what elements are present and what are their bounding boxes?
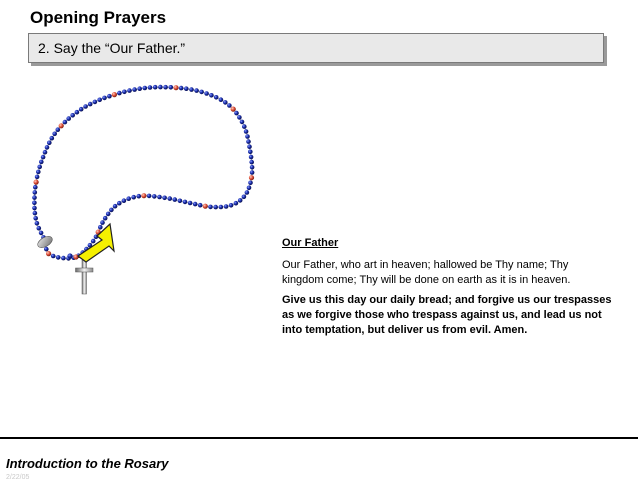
hail-mary-bead (247, 186, 252, 191)
hail-mary-bead (109, 208, 114, 213)
hail-mary-bead (173, 197, 178, 202)
our-father-bead (249, 175, 254, 180)
yellow-pointer-arrow-icon (78, 224, 114, 262)
hail-mary-bead (33, 185, 38, 190)
hail-mary-bead (93, 100, 98, 105)
our-father-bead (112, 92, 117, 97)
hail-mary-bead (250, 165, 255, 170)
hail-mary-bead (70, 113, 75, 118)
hail-mary-bead (32, 201, 37, 206)
hail-mary-bead (66, 116, 71, 121)
prayer-paragraph-2: Give us this day our daily bread; and forgive us our trespasses as we forgive those who trespass against us, and lead us not into temptation, but deliver us from evil. Amen. (282, 294, 612, 336)
hail-mary-bead (209, 93, 214, 98)
hail-mary-bead (244, 129, 249, 134)
hail-mary-bead (153, 85, 158, 90)
crucifix-icon (76, 260, 94, 294)
hail-mary-bead (56, 127, 61, 132)
hail-mary-bead (249, 160, 254, 165)
hail-mary-bead (213, 205, 218, 210)
hail-mary-bead (246, 139, 251, 144)
hail-mary-bead (204, 91, 209, 96)
hail-mary-bead (188, 201, 193, 206)
hail-mary-bead (199, 90, 204, 95)
rosary-illustration (0, 70, 300, 310)
prayer-text-block (282, 236, 612, 338)
hail-mary-bead (242, 195, 247, 200)
hail-mary-bead (234, 201, 239, 206)
hail-mary-bead (179, 86, 184, 91)
footer-divider (0, 437, 638, 439)
hail-mary-bead (102, 96, 107, 101)
hail-mary-bead (33, 216, 38, 221)
hail-mary-bead (245, 190, 250, 195)
hail-mary-bead (219, 205, 224, 210)
hail-mary-bead (224, 204, 229, 209)
hail-mary-bead (194, 88, 199, 93)
hail-mary-bead (33, 211, 38, 216)
highlighted-our-father-bead (73, 254, 78, 259)
hail-mary-bead (189, 87, 194, 92)
hail-mary-bead (219, 97, 224, 102)
hail-mary-bead (88, 102, 93, 107)
hail-mary-bead (249, 155, 254, 160)
our-father-bead (173, 85, 178, 90)
hail-mary-bead (97, 98, 102, 103)
hail-mary-bead (184, 86, 189, 91)
hail-mary-bead (47, 141, 52, 146)
hail-mary-bead (126, 196, 131, 201)
hail-mary-bead (52, 132, 57, 137)
hail-mary-bead (50, 136, 55, 141)
hail-mary-bead (83, 104, 88, 109)
hail-mary-bead (247, 144, 252, 149)
hail-mary-bead (238, 198, 243, 203)
hail-mary-bead (117, 91, 122, 96)
pendant-bead (67, 253, 72, 258)
hail-mary-bead (137, 194, 142, 199)
hail-mary-bead (35, 175, 40, 180)
hail-mary-bead (45, 145, 50, 150)
rosary-beads (32, 85, 254, 261)
hail-mary-bead (56, 255, 61, 260)
hail-mary-bead (122, 198, 127, 203)
hail-mary-bead (107, 94, 112, 99)
hail-mary-bead (193, 202, 198, 207)
hail-mary-bead (106, 212, 111, 217)
hail-mary-bead (162, 196, 167, 201)
hail-mary-bead (143, 86, 148, 91)
prayer-heading: Our Father (282, 237, 339, 249)
hail-mary-bead (98, 225, 103, 230)
hail-mary-bead (117, 201, 122, 206)
hail-mary-bead (248, 150, 253, 155)
hail-mary-bead (32, 206, 37, 211)
our-father-bead (34, 180, 39, 185)
hail-mary-bead (75, 110, 80, 115)
prayer-paragraph-1: Our Father, who art in heaven; hallowed be Thy name; Thy kingdom come; Thy will be done on earth as it is in heaven. (282, 259, 571, 286)
page-title: Opening Prayers (30, 8, 167, 27)
hail-mary-bead (131, 195, 136, 200)
our-father-bead (203, 204, 208, 209)
hail-mary-bead (37, 226, 42, 231)
our-father-bead (46, 251, 51, 256)
hail-mary-bead (198, 203, 203, 208)
hail-mary-bead (44, 247, 49, 252)
hail-mary-bead (127, 88, 132, 93)
step-instruction-text: 2. Say the “Our Father.” (38, 40, 186, 56)
hail-mary-bead (168, 196, 173, 201)
hail-mary-bead (41, 155, 46, 160)
hail-mary-bead (163, 85, 168, 90)
hail-mary-bead (100, 220, 105, 225)
hail-mary-bead (240, 120, 245, 125)
hail-mary-bead (122, 90, 127, 95)
footer-date: 2/22/05 (6, 474, 30, 481)
hail-mary-bead (37, 165, 42, 170)
our-father-bead (59, 123, 64, 128)
hail-mary-bead (234, 111, 239, 116)
hail-mary-bead (32, 195, 37, 200)
hail-mary-bead (245, 134, 250, 139)
hail-mary-bead (137, 86, 142, 91)
our-father-bead (231, 107, 236, 112)
hail-mary-bead (157, 195, 162, 200)
hail-mary-bead (147, 194, 152, 199)
hail-mary-bead (250, 170, 255, 175)
hail-mary-bead (39, 231, 44, 236)
hail-mary-bead (229, 203, 234, 208)
hail-mary-bead (63, 120, 68, 125)
hail-mary-bead (43, 150, 48, 155)
hail-mary-bead (51, 254, 56, 259)
hail-mary-bead (103, 216, 108, 221)
hail-mary-bead (152, 194, 157, 199)
hail-mary-bead (79, 107, 84, 112)
hail-mary-bead (237, 115, 242, 120)
hail-mary-bead (223, 100, 228, 105)
hail-mary-bead (148, 85, 153, 90)
step-instruction-box (28, 33, 604, 63)
hail-mary-bead (208, 205, 213, 210)
hail-mary-bead (61, 256, 66, 261)
hail-mary-bead (178, 199, 183, 204)
footer-title: Introduction to the Rosary (6, 456, 169, 471)
hail-mary-bead (91, 239, 96, 244)
hail-mary-bead (33, 190, 38, 195)
hail-mary-bead (214, 95, 219, 100)
hail-mary-bead (248, 181, 253, 186)
hail-mary-bead (132, 87, 137, 92)
rosary-chain (34, 87, 252, 258)
hail-mary-bead (169, 85, 174, 90)
hail-mary-bead (242, 124, 247, 129)
hail-mary-bead (158, 85, 163, 90)
hail-mary-bead (113, 204, 118, 209)
hail-mary-bead (35, 221, 40, 226)
hail-mary-bead (39, 160, 44, 165)
hail-mary-bead (183, 200, 188, 205)
hail-mary-bead (36, 170, 41, 175)
our-father-bead (141, 193, 146, 198)
hail-mary-bead (227, 103, 232, 108)
